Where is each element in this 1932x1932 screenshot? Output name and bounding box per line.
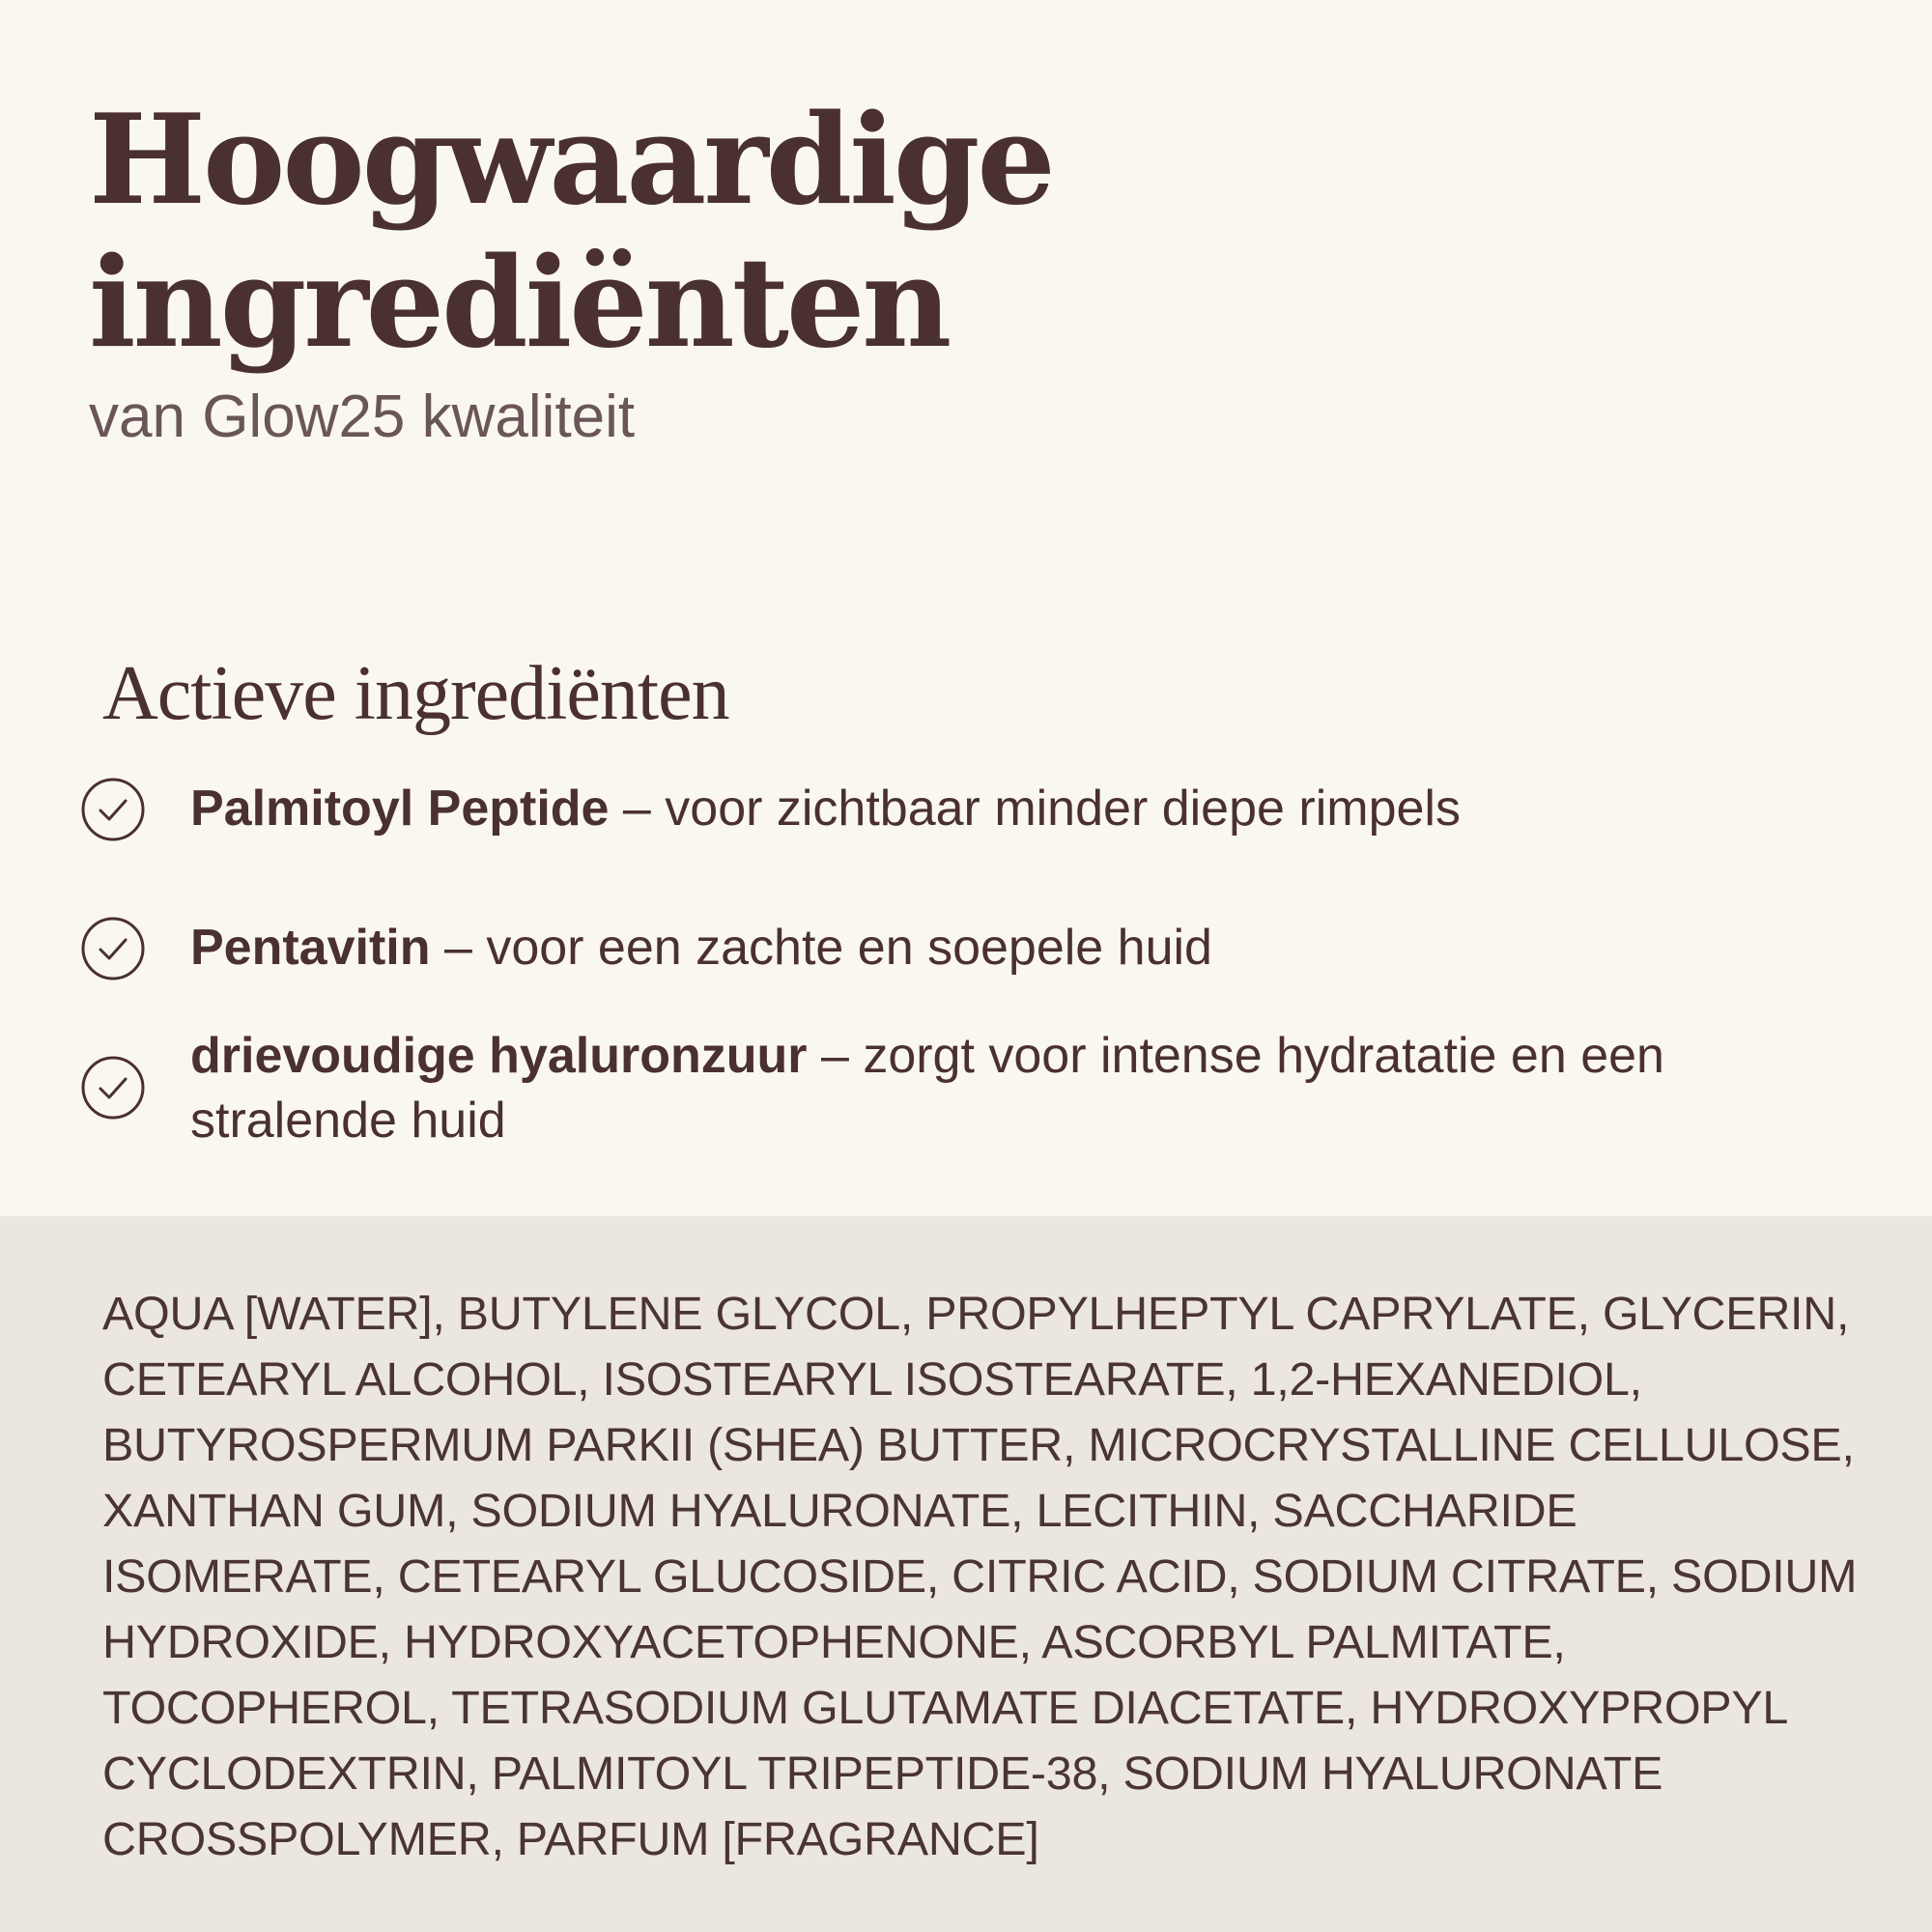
ingredient-name: drievoudige hyaluronzuur xyxy=(190,1028,808,1084)
full-ingredients-list: AQUA [WATER], BUTYLENE GLYCOL, PROPYLHEPTYL CAPRYLATE, GLYCERIN, CETEARYL ALCOHOL, ISOSTEARYL ISOSTEARATE, 1,2-HEXANEDIOL, BUTYROSPERMUM PARKII (SHEA) BUTTER, MICROCRYSTALLINE CELLULOSE, XANTHAN GUM, SODIUM HYALURONATE, LECITHIN, SACCHARIDE ISOMERATE, CETEARYL GLUCOSIDE, CITRIC ACID, SODIUM CITRATE, SODIUM HYDROXIDE, HYDROXYACETOPHENONE, ASCORBYL PALMITATE, TOCOPHEROL, TETRASODIUM GLUTAMATE DIACETATE, HYDROXYPROPYL CYCLODEXTRIN, PALMITOYL TRIPEPTIDE-38, SODIUM HYALURONATE CROSSPOLYMER, PARFUM [FRAGRANCE] xyxy=(102,1288,1858,1865)
page-subtitle: van Glow25 kwaliteit xyxy=(89,384,636,450)
ingredient-name: Pentavitin xyxy=(190,920,431,976)
page-title xyxy=(89,89,1345,375)
ingredient-name: Palmitoyl Peptide xyxy=(190,781,610,837)
ingredient-description: – zorgt voor intense hydratatie en een stralende huid xyxy=(190,1028,1664,1149)
list-item-text xyxy=(190,1024,1678,1153)
active-ingredients-heading: Actieve ingrediënten xyxy=(102,651,729,736)
page-title-line-2: ingrediënten xyxy=(89,231,950,376)
page-title-line-1: Hoogwaardige xyxy=(89,88,1053,233)
check-circle-icon xyxy=(81,1056,145,1120)
list-item-text xyxy=(190,916,1697,980)
check-circle-icon xyxy=(81,917,145,980)
ingredient-description: – voor een zachte en soepele huid xyxy=(430,920,1212,976)
ingredient-description: – voor zichtbaar minder diepe rimpels xyxy=(609,781,1461,837)
check-circle-icon xyxy=(81,778,145,841)
list-item-text xyxy=(190,777,1697,841)
